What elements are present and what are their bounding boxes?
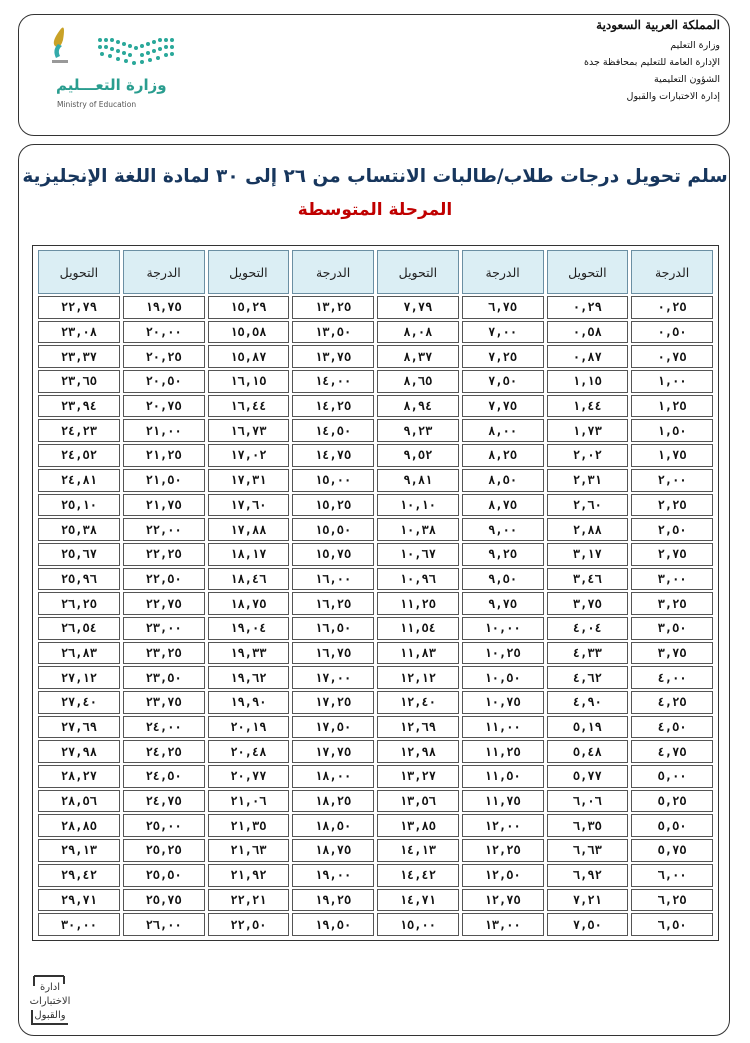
grade-cell: ١,٢٥ bbox=[631, 395, 713, 418]
conversion-cell: ١١,٢٥ bbox=[377, 592, 459, 615]
conversion-cell: ٧,٧٩ bbox=[377, 296, 459, 319]
grade-cell: ١٤,٥٠ bbox=[292, 419, 374, 442]
grade-cell: ١٠,٥٠ bbox=[462, 666, 544, 689]
conversion-cell: ٤,٠٤ bbox=[547, 617, 629, 640]
conversion-cell: ٢٩,٧١ bbox=[38, 889, 120, 912]
column-header-conversion: التحويل bbox=[547, 250, 629, 294]
grade-cell: ٣,٠٠ bbox=[631, 568, 713, 591]
conversion-cell: ٢٩,٤٢ bbox=[38, 864, 120, 887]
grade-cell: ٢٠,٧٥ bbox=[123, 395, 205, 418]
grade-cell: ٢٠,٥٠ bbox=[123, 370, 205, 393]
grade-cell: ٢,٠٠ bbox=[631, 469, 713, 492]
grade-cell: ١٤,٠٠ bbox=[292, 370, 374, 393]
conversion-cell: ٢٢,٢١ bbox=[208, 889, 290, 912]
grade-cell: ٢١,٠٠ bbox=[123, 419, 205, 442]
conversion-cell: ٢٩,١٣ bbox=[38, 839, 120, 862]
conversion-cell: ١,١٥ bbox=[547, 370, 629, 393]
table-body bbox=[38, 296, 713, 936]
conversion-cell: ١٧,٠٢ bbox=[208, 444, 290, 467]
grade-cell: ٢,٧٥ bbox=[631, 543, 713, 566]
grade-cell: ١٣,٢٥ bbox=[292, 296, 374, 319]
conversion-cell: ٩,٢٣ bbox=[377, 419, 459, 442]
table-row bbox=[38, 691, 713, 714]
grade-cell: ١١,٢٥ bbox=[462, 740, 544, 763]
header-text-block bbox=[500, 18, 720, 105]
conversion-cell: ٤,٩٠ bbox=[547, 691, 629, 714]
grade-cell: ٢٥,٠٠ bbox=[123, 814, 205, 837]
conversion-cell: ٢٤,٥٢ bbox=[38, 444, 120, 467]
grade-cell: ١٥,٧٥ bbox=[292, 543, 374, 566]
conversion-cell: ٥,١٩ bbox=[547, 716, 629, 739]
conversion-cell: ١١,٨٣ bbox=[377, 642, 459, 665]
conversion-cell: ٢٨,٨٥ bbox=[38, 814, 120, 837]
conversion-table-frame bbox=[32, 245, 719, 941]
department-line: إدارة الاختبارات والقبول bbox=[626, 91, 720, 102]
grade-cell: ١٧,٥٠ bbox=[292, 716, 374, 739]
grade-cell: ١٢,٧٥ bbox=[462, 889, 544, 912]
conversion-cell: ٠,٢٩ bbox=[547, 296, 629, 319]
conversion-cell: ٠,٨٧ bbox=[547, 345, 629, 368]
conversion-cell: ١٦,٤٤ bbox=[208, 395, 290, 418]
conversion-cell: ٢٧,٦٩ bbox=[38, 716, 120, 739]
conversion-cell: ١٨,٤٦ bbox=[208, 568, 290, 591]
conversion-cell: ١,٤٤ bbox=[547, 395, 629, 418]
conversion-cell: ٢٦,٨٣ bbox=[38, 642, 120, 665]
conversion-cell: ١٣,٢٧ bbox=[377, 765, 459, 788]
grade-cell: ٥,٧٥ bbox=[631, 839, 713, 862]
table-row bbox=[38, 518, 713, 541]
table-row bbox=[38, 370, 713, 393]
conversion-cell: ١٠,٣٨ bbox=[377, 518, 459, 541]
conversion-cell: ٢,٦٠ bbox=[547, 494, 629, 517]
grade-cell: ١٧,٧٥ bbox=[292, 740, 374, 763]
grade-cell: ١٣,٧٥ bbox=[292, 345, 374, 368]
conversion-cell: ١٥,٢٩ bbox=[208, 296, 290, 319]
grade-cell: ١,٥٠ bbox=[631, 419, 713, 442]
conversion-table bbox=[35, 248, 716, 938]
grade-cell: ١٣,٠٠ bbox=[462, 913, 544, 936]
column-header-conversion: التحويل bbox=[377, 250, 459, 294]
conversion-cell: ١٨,١٧ bbox=[208, 543, 290, 566]
conversion-cell: ١٠,٦٧ bbox=[377, 543, 459, 566]
conversion-cell: ٧,٢١ bbox=[547, 889, 629, 912]
column-header-conversion: التحويل bbox=[38, 250, 120, 294]
conversion-cell: ٢٨,٥٦ bbox=[38, 790, 120, 813]
conversion-cell: ١٣,٨٥ bbox=[377, 814, 459, 837]
grade-cell: ٢٤,٧٥ bbox=[123, 790, 205, 813]
grade-cell: ٤,٠٠ bbox=[631, 666, 713, 689]
grade-cell: ١٦,٢٥ bbox=[292, 592, 374, 615]
conversion-cell: ٢,٣١ bbox=[547, 469, 629, 492]
table-row bbox=[38, 321, 713, 344]
conversion-cell: ٢,٨٨ bbox=[547, 518, 629, 541]
conversion-cell: ١٢,٦٩ bbox=[377, 716, 459, 739]
table-row bbox=[38, 395, 713, 418]
grade-cell: ٢٢,٥٠ bbox=[123, 568, 205, 591]
conversion-cell: ١٣,٥٦ bbox=[377, 790, 459, 813]
grade-cell: ٧,٥٠ bbox=[462, 370, 544, 393]
conversion-cell: ٢٥,٣٨ bbox=[38, 518, 120, 541]
column-header-grade: الدرجة bbox=[462, 250, 544, 294]
conversion-cell: ٦,٦٣ bbox=[547, 839, 629, 862]
grade-cell: ١٠,٠٠ bbox=[462, 617, 544, 640]
conversion-cell: ٢١,٠٦ bbox=[208, 790, 290, 813]
grade-cell: ٠,٧٥ bbox=[631, 345, 713, 368]
conversion-cell: ١٢,٩٨ bbox=[377, 740, 459, 763]
grade-cell: ١٨,٢٥ bbox=[292, 790, 374, 813]
grade-cell: ٤,٢٥ bbox=[631, 691, 713, 714]
conversion-cell: ١٩,٦٢ bbox=[208, 666, 290, 689]
table-row bbox=[38, 864, 713, 887]
grade-cell: ٩,٠٠ bbox=[462, 518, 544, 541]
grade-cell: ١٧,٠٠ bbox=[292, 666, 374, 689]
logo-arabic-name: وزارة التعـــليم bbox=[56, 76, 167, 94]
conversion-cell: ٢٨,٢٧ bbox=[38, 765, 120, 788]
ministry-line: وزارة التعليم bbox=[670, 40, 720, 51]
grade-cell: ٢٥,٧٥ bbox=[123, 889, 205, 912]
grade-cell: ٢٥,٥٠ bbox=[123, 864, 205, 887]
conversion-cell: ٢٢,٥٠ bbox=[208, 913, 290, 936]
grade-cell: ٢٤,٥٠ bbox=[123, 765, 205, 788]
conversion-cell: ٣,٧٥ bbox=[547, 592, 629, 615]
grade-cell: ١١,٥٠ bbox=[462, 765, 544, 788]
conversion-cell: ٢٠,٤٨ bbox=[208, 740, 290, 763]
grade-cell: ٣,٥٠ bbox=[631, 617, 713, 640]
grade-cell: ١٢,٠٠ bbox=[462, 814, 544, 837]
grade-cell: ٢٢,٢٥ bbox=[123, 543, 205, 566]
conversion-cell: ٣,٤٦ bbox=[547, 568, 629, 591]
conversion-cell: ١٤,٤٢ bbox=[377, 864, 459, 887]
table-row bbox=[38, 814, 713, 837]
conversion-cell: ٢١,٩٢ bbox=[208, 864, 290, 887]
conversion-cell: ٢٣,٦٥ bbox=[38, 370, 120, 393]
conversion-cell: ١٨,٧٥ bbox=[208, 592, 290, 615]
grade-cell: ١٩,٥٠ bbox=[292, 913, 374, 936]
grade-cell: ١٨,٠٠ bbox=[292, 765, 374, 788]
grade-cell: ٩,٧٥ bbox=[462, 592, 544, 615]
conversion-cell: ٢٧,١٢ bbox=[38, 666, 120, 689]
conversion-cell: ٣٠,٠٠ bbox=[38, 913, 120, 936]
conversion-cell: ١٥,٨٧ bbox=[208, 345, 290, 368]
table-row bbox=[38, 913, 713, 936]
table-row bbox=[38, 568, 713, 591]
column-header-conversion: التحويل bbox=[208, 250, 290, 294]
grade-cell: ٧,٧٥ bbox=[462, 395, 544, 418]
conversion-cell: ٨,٩٤ bbox=[377, 395, 459, 418]
kingdom-name: المملكة العربية السعودية bbox=[596, 18, 720, 32]
grade-cell: ١٤,٧٥ bbox=[292, 444, 374, 467]
conversion-cell: ٢٦,٢٥ bbox=[38, 592, 120, 615]
grade-cell: ٧,٠٠ bbox=[462, 321, 544, 344]
affairs-line: الشؤون التعليمية bbox=[654, 74, 720, 85]
svg-text:ادارة: ادارة bbox=[39, 982, 61, 993]
directorate-line: الإدارة العامة للتعليم بمحافظة جدة bbox=[583, 57, 720, 68]
conversion-cell: ١٤,٧١ bbox=[377, 889, 459, 912]
grade-cell: ١٥,٥٠ bbox=[292, 518, 374, 541]
conversion-cell: ١٩,٩٠ bbox=[208, 691, 290, 714]
grade-cell: ٤,٥٠ bbox=[631, 716, 713, 739]
grade-cell: ١٣,٥٠ bbox=[292, 321, 374, 344]
conversion-cell: ٣,١٧ bbox=[547, 543, 629, 566]
grade-cell: ١٦,٠٠ bbox=[292, 568, 374, 591]
grade-cell: ٥,٥٠ bbox=[631, 814, 713, 837]
conversion-cell: ٢٠,١٩ bbox=[208, 716, 290, 739]
grade-cell: ٩,٥٠ bbox=[462, 568, 544, 591]
column-header-grade: الدرجة bbox=[631, 250, 713, 294]
conversion-cell: ٩,٨١ bbox=[377, 469, 459, 492]
grade-cell: ١٩,٠٠ bbox=[292, 864, 374, 887]
conversion-cell: ٢٥,٩٦ bbox=[38, 568, 120, 591]
conversion-cell: ٢٥,١٠ bbox=[38, 494, 120, 517]
grade-cell: ٣,٧٥ bbox=[631, 642, 713, 665]
grade-cell: ٦,٢٥ bbox=[631, 889, 713, 912]
grade-cell: ٢١,٥٠ bbox=[123, 469, 205, 492]
table-row bbox=[38, 740, 713, 763]
conversion-cell: ٢٥,٦٧ bbox=[38, 543, 120, 566]
conversion-cell: ٢٠,٧٧ bbox=[208, 765, 290, 788]
conversion-cell: ٢٤,٢٣ bbox=[38, 419, 120, 442]
table-row bbox=[38, 444, 713, 467]
column-header-grade: الدرجة bbox=[123, 250, 205, 294]
grade-cell: ٢٣,٧٥ bbox=[123, 691, 205, 714]
grade-cell: ٨,٥٠ bbox=[462, 469, 544, 492]
grade-cell: ٢٣,٠٠ bbox=[123, 617, 205, 640]
grade-cell: ٩,٢٥ bbox=[462, 543, 544, 566]
table-row bbox=[38, 592, 713, 615]
grade-cell: ١٠,٧٥ bbox=[462, 691, 544, 714]
grade-cell: ١١,٠٠ bbox=[462, 716, 544, 739]
vision-emblem-icon bbox=[30, 14, 190, 84]
grade-cell: ٢٣,٥٠ bbox=[123, 666, 205, 689]
conversion-cell: ٥,٤٨ bbox=[547, 740, 629, 763]
grade-cell: ٨,٠٠ bbox=[462, 419, 544, 442]
grade-cell: ٢٠,٢٥ bbox=[123, 345, 205, 368]
document-subtitle: المرحلة المتوسطة bbox=[297, 200, 453, 220]
table-row bbox=[38, 790, 713, 813]
conversion-cell: ٤,٣٣ bbox=[547, 642, 629, 665]
document-title: سلم تحويل درجات طلاب/طالبات الانتساب من ٢٦ إلى ٣٠ لمادة اللغة الإنجليزية bbox=[22, 166, 728, 187]
grade-cell: ٢٥,٢٥ bbox=[123, 839, 205, 862]
grade-cell: ٢٤,٠٠ bbox=[123, 716, 205, 739]
conversion-cell: ٥,٧٧ bbox=[547, 765, 629, 788]
grade-cell: ٢,٢٥ bbox=[631, 494, 713, 517]
conversion-cell: ٧,٥٠ bbox=[547, 913, 629, 936]
conversion-cell: ٢١,٦٣ bbox=[208, 839, 290, 862]
table-row bbox=[38, 716, 713, 739]
conversion-cell: ١٧,٣١ bbox=[208, 469, 290, 492]
conversion-cell: ٨,٠٨ bbox=[377, 321, 459, 344]
grade-cell: ٦,٠٠ bbox=[631, 864, 713, 887]
conversion-cell: ١٩,٣٣ bbox=[208, 642, 290, 665]
grade-cell: ٦,٥٠ bbox=[631, 913, 713, 936]
grade-cell: ١٩,٧٥ bbox=[123, 296, 205, 319]
grade-cell: ١٨,٧٥ bbox=[292, 839, 374, 862]
grade-cell: ١٤,٢٥ bbox=[292, 395, 374, 418]
table-row bbox=[38, 642, 713, 665]
conversion-cell: ٦,٣٥ bbox=[547, 814, 629, 837]
grade-cell: ٥,٢٥ bbox=[631, 790, 713, 813]
grade-cell: ٧,٢٥ bbox=[462, 345, 544, 368]
conversion-cell: ٦,٠٦ bbox=[547, 790, 629, 813]
logo-english-name: Ministry of Education bbox=[57, 100, 137, 109]
table-header-row bbox=[38, 250, 713, 294]
conversion-cell: ١٩,٠٤ bbox=[208, 617, 290, 640]
table-row bbox=[38, 296, 713, 319]
grade-cell: ٦,٧٥ bbox=[462, 296, 544, 319]
grade-cell: ١٥,٠٠ bbox=[292, 469, 374, 492]
grade-cell: ١٦,٧٥ bbox=[292, 642, 374, 665]
conversion-cell: ٤,٦٢ bbox=[547, 666, 629, 689]
conversion-cell: ١٥,٥٨ bbox=[208, 321, 290, 344]
grade-cell: ١٩,٢٥ bbox=[292, 889, 374, 912]
conversion-cell: ١٥,٠٠ bbox=[377, 913, 459, 936]
conversion-cell: ٢١,٣٥ bbox=[208, 814, 290, 837]
grade-cell: ٢٢,٠٠ bbox=[123, 518, 205, 541]
conversion-cell: ١٢,٤٠ bbox=[377, 691, 459, 714]
grade-cell: ٨,٧٥ bbox=[462, 494, 544, 517]
conversion-cell: ٢,٠٢ bbox=[547, 444, 629, 467]
grade-cell: ١٥,٢٥ bbox=[292, 494, 374, 517]
conversion-cell: ١٤,١٣ bbox=[377, 839, 459, 862]
table-row bbox=[38, 543, 713, 566]
grade-cell: ١٢,٢٥ bbox=[462, 839, 544, 862]
grade-cell: ٢١,٧٥ bbox=[123, 494, 205, 517]
grade-cell: ٢٠,٠٠ bbox=[123, 321, 205, 344]
conversion-cell: ٦,٩٢ bbox=[547, 864, 629, 887]
conversion-cell: ٢٣,٠٨ bbox=[38, 321, 120, 344]
svg-text:والقبول: والقبول bbox=[34, 1010, 66, 1021]
grade-cell: ١٧,٢٥ bbox=[292, 691, 374, 714]
conversion-cell: ٨,٦٥ bbox=[377, 370, 459, 393]
grade-cell: ١٨,٥٠ bbox=[292, 814, 374, 837]
conversion-cell: ١٦,٧٣ bbox=[208, 419, 290, 442]
table-row bbox=[38, 765, 713, 788]
conversion-cell: ١٧,٦٠ bbox=[208, 494, 290, 517]
table-row bbox=[38, 666, 713, 689]
conversion-cell: ١٠,٩٦ bbox=[377, 568, 459, 591]
conversion-cell: ٢٣,٣٧ bbox=[38, 345, 120, 368]
grade-cell: ٢٢,٧٥ bbox=[123, 592, 205, 615]
table-row bbox=[38, 345, 713, 368]
grade-cell: ١١,٧٥ bbox=[462, 790, 544, 813]
grade-cell: ٢٦,٠٠ bbox=[123, 913, 205, 936]
conversion-cell: ٠,٥٨ bbox=[547, 321, 629, 344]
grade-cell: ٢,٥٠ bbox=[631, 518, 713, 541]
grade-cell: ١,٧٥ bbox=[631, 444, 713, 467]
grade-cell: ١٦,٥٠ bbox=[292, 617, 374, 640]
grade-cell: ٠,٥٠ bbox=[631, 321, 713, 344]
conversion-cell: ١١,٥٤ bbox=[377, 617, 459, 640]
grade-cell: ٣,٢٥ bbox=[631, 592, 713, 615]
grade-cell: ٠,٢٥ bbox=[631, 296, 713, 319]
conversion-cell: ٢٧,٤٠ bbox=[38, 691, 120, 714]
conversion-cell: ٢٤,٨١ bbox=[38, 469, 120, 492]
conversion-cell: ٢٢,٧٩ bbox=[38, 296, 120, 319]
svg-text:الاختبارات: الاختبارات bbox=[29, 996, 71, 1007]
conversion-cell: ١٦,١٥ bbox=[208, 370, 290, 393]
conversion-cell: ٨,٣٧ bbox=[377, 345, 459, 368]
conversion-cell: ٢٦,٥٤ bbox=[38, 617, 120, 640]
grade-cell: ٥,٠٠ bbox=[631, 765, 713, 788]
grade-cell: ٢١,٢٥ bbox=[123, 444, 205, 467]
table-row bbox=[38, 494, 713, 517]
table-row bbox=[38, 839, 713, 862]
grade-cell: ١٠,٢٥ bbox=[462, 642, 544, 665]
conversion-cell: ١٠,١٠ bbox=[377, 494, 459, 517]
grade-cell: ٢٣,٢٥ bbox=[123, 642, 205, 665]
conversion-cell: ١,٧٣ bbox=[547, 419, 629, 442]
exams-admission-logo-icon bbox=[28, 970, 74, 1028]
table-row bbox=[38, 889, 713, 912]
grade-cell: ١٢,٥٠ bbox=[462, 864, 544, 887]
grade-cell: ١,٠٠ bbox=[631, 370, 713, 393]
grade-cell: ٤,٧٥ bbox=[631, 740, 713, 763]
conversion-cell: ٩,٥٢ bbox=[377, 444, 459, 467]
grade-cell: ٨,٢٥ bbox=[462, 444, 544, 467]
conversion-cell: ٢٣,٩٤ bbox=[38, 395, 120, 418]
conversion-cell: ١٧,٨٨ bbox=[208, 518, 290, 541]
grade-cell: ٢٤,٢٥ bbox=[123, 740, 205, 763]
table-row bbox=[38, 419, 713, 442]
column-header-grade: الدرجة bbox=[292, 250, 374, 294]
conversion-cell: ٢٧,٩٨ bbox=[38, 740, 120, 763]
conversion-cell: ١٢,١٢ bbox=[377, 666, 459, 689]
table-row bbox=[38, 469, 713, 492]
table-row bbox=[38, 617, 713, 640]
